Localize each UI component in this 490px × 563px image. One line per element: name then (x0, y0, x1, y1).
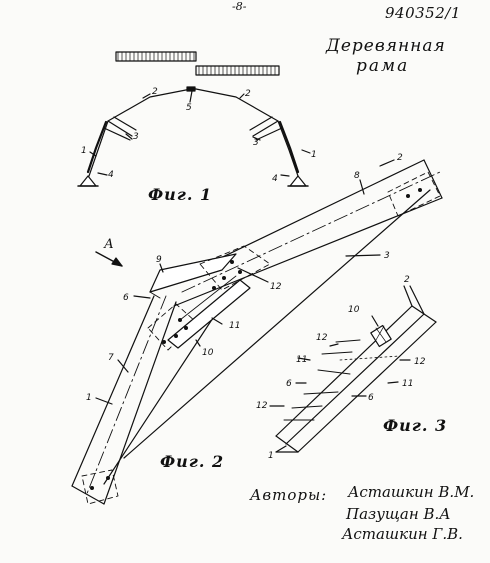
fig1-label-4-right: 4 (272, 174, 278, 184)
fig2-label-6: 6 (123, 293, 129, 303)
fig3-label-6-b: 6 (368, 393, 374, 403)
fig2-label-7: 7 (108, 353, 114, 363)
post-1-right-edge (104, 302, 176, 504)
fig3-label-12-b: 12 (414, 357, 426, 367)
fig1-label-5: 5 (186, 103, 192, 113)
fig2-label-11: 11 (229, 321, 241, 331)
document-number: 940352/1 (385, 4, 461, 22)
right-half-frame (196, 89, 298, 176)
title-line-1: Деревянная (326, 36, 446, 56)
fig3-label-11-b: 11 (402, 379, 414, 389)
figure-3-caption: Фиг. 3 (383, 416, 448, 435)
page-number: -8- (232, 0, 247, 13)
fig3-label-12-a: 12 (316, 333, 328, 343)
authors-label: Авторы: (250, 486, 328, 504)
fig1-label-3-right: 3 (253, 138, 259, 148)
fig1-label-2-right: 2 (245, 89, 251, 99)
fig3-label-2: 2 (404, 275, 410, 285)
fig2-label-1: 1 (86, 393, 92, 403)
fig2-label-10: 10 (202, 348, 214, 358)
fig3-label-1: 1 (268, 451, 274, 461)
figure-1-frame-sketch (78, 52, 310, 186)
post-1-left-edge (72, 296, 154, 486)
fig3-label-6-a: 6 (286, 379, 292, 389)
left-half-frame (89, 89, 191, 176)
right-strut (253, 121, 278, 136)
fig2-label-3: 3 (384, 251, 390, 261)
fig2-label-12: 12 (270, 282, 282, 292)
figure-2-caption: Фиг. 2 (160, 452, 225, 471)
plate-10 (168, 280, 250, 348)
fig1-label-2-left: 2 (152, 87, 158, 97)
fig3-label-12-c: 12 (256, 401, 268, 411)
author-name-2: Пазущан В.А (346, 505, 451, 523)
fig3-label-10: 10 (348, 305, 360, 315)
title-line-2: рама (356, 56, 410, 76)
left-strut (108, 121, 132, 136)
fig2-label-9: 9 (156, 255, 162, 265)
fig3-label-11-a: 11 (296, 355, 308, 365)
beam-2-axis (182, 172, 440, 292)
view-arrow-label: А (104, 237, 114, 252)
right-support (290, 176, 306, 186)
base-connector-zone (82, 470, 118, 504)
load-bar-right (196, 66, 279, 75)
figure-1-caption: Фиг. 1 (148, 185, 213, 204)
figure-1-labels (81, 87, 317, 184)
fig1-label-1-right: 1 (311, 150, 317, 160)
fig2-label-2: 2 (397, 153, 403, 163)
fig1-label-3-left: 3 (133, 132, 139, 142)
author-name-1: Асташкин В.М. (348, 483, 475, 501)
fig2-label-8: 8 (354, 171, 360, 181)
left-support (80, 176, 96, 186)
author-name-3: Асташкин Г.В. (342, 525, 463, 543)
load-bar-left (116, 52, 196, 61)
post-1-axis (86, 296, 166, 496)
fig1-label-1-left: 1 (81, 146, 87, 156)
fig1-label-4-left: 4 (108, 170, 114, 180)
